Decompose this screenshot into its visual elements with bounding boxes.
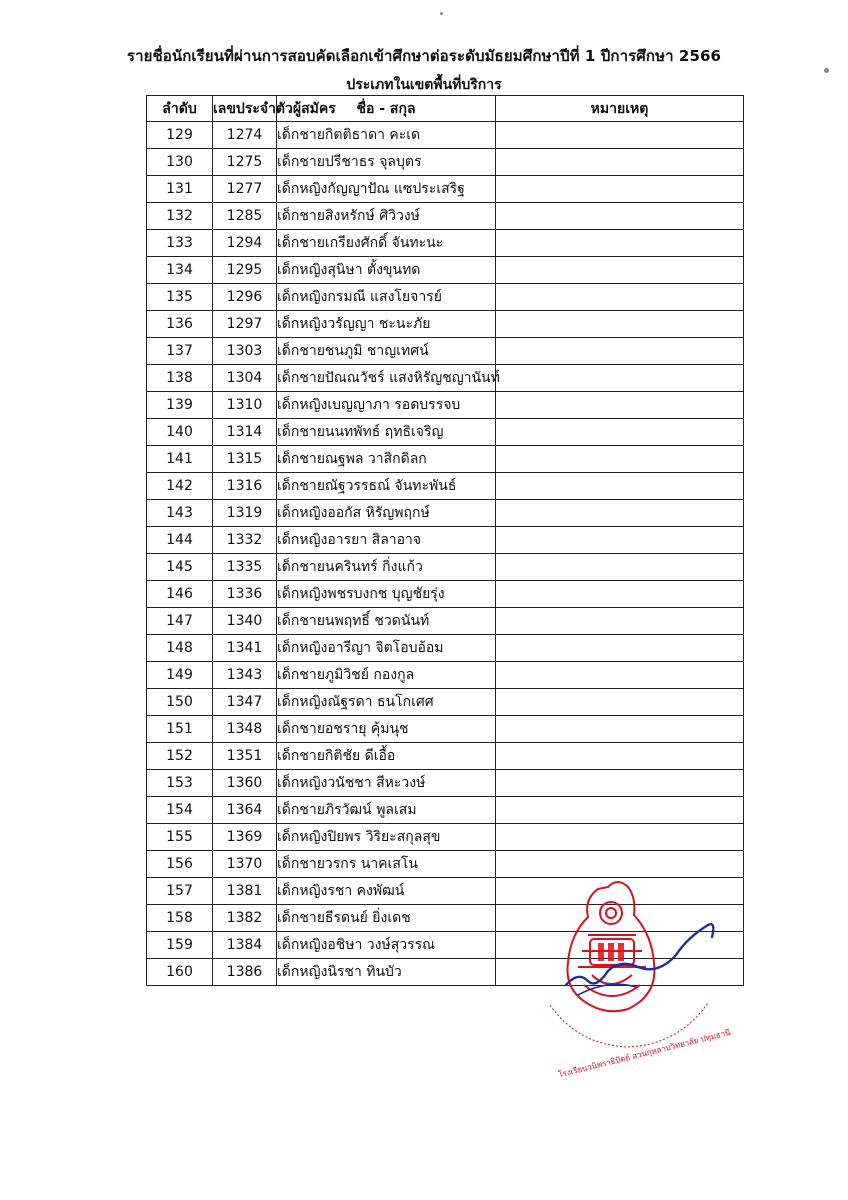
cell-app-no: 1304 [213, 365, 277, 392]
table-row [147, 824, 744, 851]
table-row [147, 608, 744, 635]
cell-seq: 142 [147, 473, 213, 500]
cell-seq: 151 [147, 716, 213, 743]
cell-name: เด็กหญิงวรัญญา ชะนะภัย [277, 311, 496, 338]
cell-name: เด็กหญิงอารยา สิลาอาจ [277, 527, 496, 554]
cell-note [496, 149, 744, 176]
table-row [147, 743, 744, 770]
table-header-row [147, 96, 744, 122]
table-row [147, 527, 744, 554]
table-row [147, 662, 744, 689]
cell-note [496, 392, 744, 419]
table-row [147, 851, 744, 878]
table-row [147, 770, 744, 797]
cell-seq: 144 [147, 527, 213, 554]
cell-note [496, 473, 744, 500]
cell-note [496, 824, 744, 851]
cell-name: เด็กชายภิรวัฒน์ พูลเสม [277, 797, 496, 824]
cell-name: เด็กหญิงวนัชชา สีหะวงษ์ [277, 770, 496, 797]
cell-app-no: 1332 [213, 527, 277, 554]
cell-seq: 156 [147, 851, 213, 878]
cell-note [496, 365, 744, 392]
cell-seq: 129 [147, 122, 213, 149]
table-row [147, 635, 744, 662]
table-row [147, 203, 744, 230]
cell-note [496, 257, 744, 284]
table-row [147, 446, 744, 473]
cell-note [496, 662, 744, 689]
cell-name: เด็กชายกิตติธาดา คะเด [277, 122, 496, 149]
col-header-seq: ลำดับ [147, 96, 213, 122]
signature [566, 924, 713, 985]
cell-name: เด็กหญิงกรมณี แสงโยจารย์ [277, 284, 496, 311]
cell-app-no: 1314 [213, 419, 277, 446]
table-row [147, 473, 744, 500]
cell-name: เด็กชายวรกร นาคเสโน [277, 851, 496, 878]
cell-app-no: 1336 [213, 581, 277, 608]
cell-app-no: 1303 [213, 338, 277, 365]
cell-app-no: 1275 [213, 149, 277, 176]
cell-seq: 150 [147, 689, 213, 716]
table-row [147, 230, 744, 257]
cell-note [496, 716, 744, 743]
cell-app-no: 1360 [213, 770, 277, 797]
scan-speck [824, 68, 829, 73]
cell-seq: 136 [147, 311, 213, 338]
cell-note [496, 230, 744, 257]
cell-name: เด็กชายณฐพล วาสิกดิลก [277, 446, 496, 473]
cell-name: เด็กชายสิงหรักษ์ ศิวิวงษ์ [277, 203, 496, 230]
cell-name: เด็กหญิงพชรบงกช บุญชัยรุ่ง [277, 581, 496, 608]
cell-seq: 160 [147, 959, 213, 986]
cell-seq: 153 [147, 770, 213, 797]
cell-name: เด็กหญิงรชา คงพัฒน์ [277, 878, 496, 905]
table-row [147, 392, 744, 419]
cell-app-no: 1343 [213, 662, 277, 689]
cell-app-no: 1384 [213, 932, 277, 959]
cell-seq: 140 [147, 419, 213, 446]
table-row [147, 122, 744, 149]
col-header-name: ชื่อ - สกุล [277, 96, 496, 122]
cell-note [496, 311, 744, 338]
cell-seq: 154 [147, 797, 213, 824]
cell-name: เด็กชายภูมิวิชย์ กองกูล [277, 662, 496, 689]
cell-name: เด็กชายธีรดนย์ ยิ่งเดช [277, 905, 496, 932]
cell-app-no: 1348 [213, 716, 277, 743]
cell-app-no: 1351 [213, 743, 277, 770]
cell-name: เด็กหญิงออกัส หิรัญพฤกษ์ [277, 500, 496, 527]
cell-app-no: 1341 [213, 635, 277, 662]
table-row [147, 419, 744, 446]
page-title: รายชื่อนักเรียนที่ผ่านการสอบคัดเลือกเข้าศึกษาต่อระดับมัธยมศึกษาปีที่ 1 ปีการศึกษา 2566 [126, 47, 722, 65]
cell-seq: 155 [147, 824, 213, 851]
cell-seq: 149 [147, 662, 213, 689]
cell-app-no: 1347 [213, 689, 277, 716]
cell-name: เด็กหญิงอารีญา จิตโอบอ้อม [277, 635, 496, 662]
cell-app-no: 1370 [213, 851, 277, 878]
cell-seq: 159 [147, 932, 213, 959]
cell-note [496, 338, 744, 365]
table-row [147, 365, 744, 392]
cell-name: เด็กชายปรีชาธร จุลบุตร [277, 149, 496, 176]
cell-app-no: 1294 [213, 230, 277, 257]
cell-seq: 138 [147, 365, 213, 392]
scan-speck [440, 12, 443, 15]
cell-name: เด็กชายชนภูมิ ชาญเทศน์ [277, 338, 496, 365]
table-row [147, 581, 744, 608]
cell-name: เด็กหญิงนิรชา ทินบัว [277, 959, 496, 986]
cell-note [496, 419, 744, 446]
table-row [147, 257, 744, 284]
cell-seq: 145 [147, 554, 213, 581]
cell-note [496, 635, 744, 662]
cell-note [496, 203, 744, 230]
cell-name: เด็กหญิงณัฐรดา ธนโกเศศ [277, 689, 496, 716]
cell-name: เด็กชายกิติชัย ดีเอื้อ [277, 743, 496, 770]
cell-seq: 135 [147, 284, 213, 311]
cell-seq: 152 [147, 743, 213, 770]
page-subtitle: ประเภทในเขตพื้นที่บริการ [346, 77, 502, 93]
table-row [147, 716, 744, 743]
cell-note [496, 527, 744, 554]
cell-seq: 147 [147, 608, 213, 635]
table-row [147, 797, 744, 824]
cell-note [496, 122, 744, 149]
cell-app-no: 1381 [213, 878, 277, 905]
cell-note [496, 176, 744, 203]
cell-name: เด็กชายนครินทร์ กิ่งแก้ว [277, 554, 496, 581]
cell-name: เด็กชายนนทพัทธ์ ฤทธิเจริญ [277, 419, 496, 446]
cell-app-no: 1274 [213, 122, 277, 149]
cell-app-no: 1277 [213, 176, 277, 203]
cell-seq: 137 [147, 338, 213, 365]
col-header-note: หมายเหตุ [496, 96, 744, 122]
cell-app-no: 1382 [213, 905, 277, 932]
cell-name: เด็กหญิงปิยพร วิริยะสกุลสุข [277, 824, 496, 851]
cell-note [496, 500, 744, 527]
cell-app-no: 1297 [213, 311, 277, 338]
cell-seq: 133 [147, 230, 213, 257]
cell-app-no: 1315 [213, 446, 277, 473]
cell-seq: 132 [147, 203, 213, 230]
cell-seq: 131 [147, 176, 213, 203]
cell-name: เด็กชายณัฐวรรธณ์ จันทะพันธ์ [277, 473, 496, 500]
cell-seq: 141 [147, 446, 213, 473]
cell-note [496, 770, 744, 797]
cell-app-no: 1369 [213, 824, 277, 851]
cell-name: เด็กหญิงสุนิษา ตั้งขุนทด [277, 257, 496, 284]
cell-name: เด็กหญิงเบญญาภา รอดบรรจบ [277, 392, 496, 419]
cell-app-no: 1386 [213, 959, 277, 986]
table-row [147, 311, 744, 338]
cell-note [496, 284, 744, 311]
table-row [147, 500, 744, 527]
seal-caption: โรงเรียนวนิพราธิปัตย์ สวนกุหลาบวิทยาลัย ปทุมธานี [557, 1027, 732, 1080]
cell-seq: 146 [147, 581, 213, 608]
cell-app-no: 1364 [213, 797, 277, 824]
cell-app-no: 1316 [213, 473, 277, 500]
table-row [147, 689, 744, 716]
cell-app-no: 1295 [213, 257, 277, 284]
cell-seq: 130 [147, 149, 213, 176]
cell-seq: 134 [147, 257, 213, 284]
cell-note [496, 554, 744, 581]
cell-note [496, 608, 744, 635]
student-table [146, 95, 744, 986]
cell-note [496, 581, 744, 608]
cell-name: เด็กหญิงกัญญาปัณ แซประเสริฐ [277, 176, 496, 203]
table-body [147, 122, 744, 986]
cell-name: เด็กหญิงอชิษา วงษ์สุวรรณ [277, 932, 496, 959]
table-row [147, 149, 744, 176]
cell-seq: 148 [147, 635, 213, 662]
cell-note [496, 689, 744, 716]
cell-app-no: 1319 [213, 500, 277, 527]
cell-seq: 139 [147, 392, 213, 419]
cell-seq: 143 [147, 500, 213, 527]
cell-app-no: 1285 [213, 203, 277, 230]
table-row [147, 338, 744, 365]
cell-app-no: 1310 [213, 392, 277, 419]
cell-app-no: 1340 [213, 608, 277, 635]
cell-note [496, 446, 744, 473]
col-header-app-no: เลขประจำตัวผู้สมัคร [213, 96, 277, 122]
cell-name: เด็กชายเกรียงศักดิ์ จันทะนะ [277, 230, 496, 257]
cell-app-no: 1296 [213, 284, 277, 311]
cell-note [496, 743, 744, 770]
cell-app-no: 1335 [213, 554, 277, 581]
cell-seq: 157 [147, 878, 213, 905]
cell-seq: 158 [147, 905, 213, 932]
cell-note [496, 797, 744, 824]
table-row [147, 554, 744, 581]
table-row [147, 176, 744, 203]
cell-name: เด็กชายนพฤทธิ์ ชวดนันท์ [277, 608, 496, 635]
table-row [147, 284, 744, 311]
cell-note [496, 851, 744, 878]
cell-name: เด็กชายอชรายุ คุ้มนุช [277, 716, 496, 743]
cell-name: เด็กชายปัณณวัชร์ แสงหิรัญชญานันท์ [277, 365, 496, 392]
